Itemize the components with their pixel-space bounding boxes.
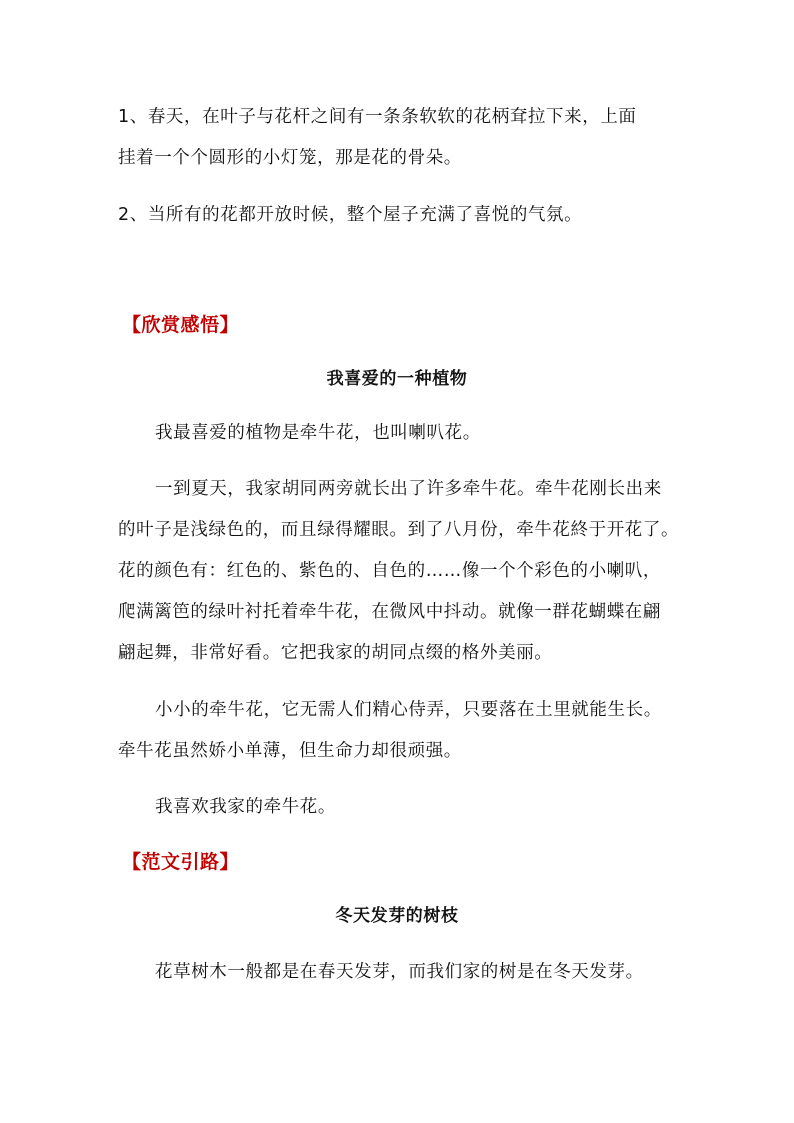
essay-title-2: 冬天发芽的树枝	[335, 906, 459, 926]
intro-item-1-line-1: 1、春天，在叶子与花杆之间有一条条软软的花柄耷拉下来，上面	[118, 107, 637, 127]
essay-1-paragraph-3-line-1: 小小的牵牛花，它无需人们精心侍弄，只要落在土里就能生长。	[155, 700, 662, 720]
essay-1-paragraph-1: 我最喜爱的植物是牵牛花，也叫喇叭花。	[155, 423, 481, 443]
essay-1-paragraph-4: 我喜欢我家的牵牛花。	[155, 797, 336, 817]
essay-1-paragraph-2-line-3: 花的颜色有：红色的、紫色的、自色的……像一个个彩色的小喇叭，	[118, 561, 661, 581]
section-heading-appreciation: 【欣赏感悟】	[122, 314, 240, 336]
essay-1-paragraph-3-line-2: 牵牛花虽然娇小单薄，但生命力却很顽强。	[118, 741, 462, 761]
section-heading-model: 【范文引路】	[122, 851, 240, 873]
intro-item-1-line-2: 挂着一个个圆形的小灯笼，那是花的骨朵。	[118, 148, 462, 168]
essay-1-paragraph-2-line-1: 一到夏天，我家胡同两旁就长出了许多牵牛花。牵牛花刚长出来	[155, 479, 662, 499]
essay-1-paragraph-2-line-2: 的叶子是浅绿色的，而且绿得耀眼。到了八月份，牵牛花終于开花了。	[118, 520, 680, 540]
essay-2-paragraph-1: 花草树木一般都是在春天发芽，而我们家的树是在冬天发芽。	[155, 962, 644, 982]
essay-1-paragraph-2-line-4: 爬满篱笆的绿叶衬托着牵牛花，在微风中抖动。就像一群花蝴蝶在翩	[118, 602, 661, 622]
essay-1-paragraph-2-line-5: 翩起舞，非常好看。它把我家的胡同点缀的格外美丽。	[118, 643, 553, 663]
essay-title-1: 我喜爱的一种植物	[326, 369, 468, 389]
intro-item-2: 2、当所有的花都开放时候，整个屋子充满了喜悦的气氛。	[118, 205, 583, 225]
